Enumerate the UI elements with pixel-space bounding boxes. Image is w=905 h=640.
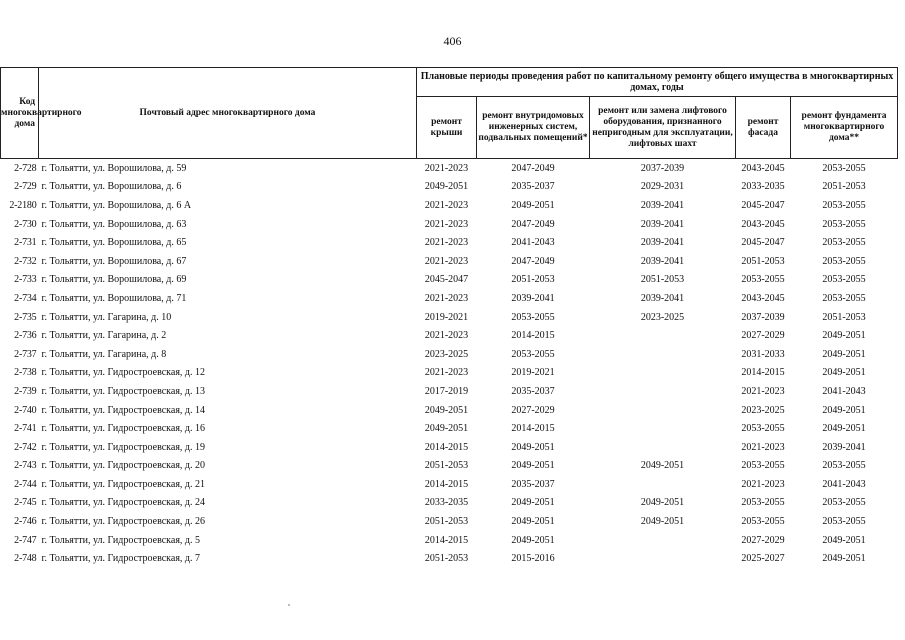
- cell-foundation: 2049-2051: [822, 534, 866, 546]
- cell-lift: 2051-2053: [640, 274, 685, 286]
- cell-facade: 2033-2035: [741, 181, 785, 193]
- cell-code: 2-736: [14, 330, 37, 342]
- cell-foundation: 2053-2055: [822, 497, 866, 509]
- cell-systems: 2027-2029: [511, 404, 555, 416]
- cell-facade: 2027-2029: [741, 330, 785, 342]
- cell-systems: 2049-2051: [511, 460, 555, 472]
- table-row: [1, 178, 898, 197]
- cell-code: 2-732: [14, 255, 37, 267]
- cell-foundation: 2053-2055: [822, 255, 866, 267]
- cell-systems: 2014-2015: [511, 330, 555, 342]
- cell-code: 2-745: [14, 497, 37, 509]
- table-row: [1, 401, 898, 420]
- cell-facade: 2014-2015: [741, 367, 785, 379]
- header-lift: ремонт или замена лифтового оборудования, признанного непригодным для эксплуатации, лифтовых шахт: [590, 97, 736, 159]
- cell-facade: 2043-2045: [741, 292, 785, 304]
- cell-foundation: 2049-2051: [822, 367, 866, 379]
- cell-address: г. Тольятти, ул. Ворошилова, д. 71: [41, 292, 187, 304]
- cell-lift: [590, 438, 736, 457]
- cell-address: г. Тольятти, ул. Ворошилова, д. 65: [41, 237, 187, 249]
- cell-lift: 2037-2039: [640, 162, 685, 174]
- cell-lift: [590, 549, 736, 568]
- cell-roof: 2049-2051: [424, 423, 469, 435]
- cell-systems: 2049-2051: [511, 516, 555, 528]
- table-row: [1, 364, 898, 383]
- cell-code: 2-735: [14, 311, 37, 323]
- cell-roof: 2033-2035: [424, 497, 469, 509]
- cell-roof: 2049-2051: [424, 404, 469, 416]
- cell-facade: 2023-2025: [741, 404, 785, 416]
- table-row: [1, 438, 898, 457]
- cell-systems: 2053-2055: [511, 348, 555, 360]
- cell-code: 2-744: [14, 478, 37, 490]
- cell-roof: 2045-2047: [424, 274, 469, 286]
- cell-lift: 2049-2051: [640, 516, 685, 528]
- cell-address: г. Тольятти, ул. Гагарина, д. 2: [41, 330, 167, 342]
- table-row: [1, 289, 898, 308]
- cell-code: 2-739: [14, 385, 37, 397]
- cell-foundation: 2049-2051: [822, 348, 866, 360]
- cell-roof: 2023-2025: [424, 348, 469, 360]
- cell-roof: 2021-2023: [424, 255, 469, 267]
- cell-lift: [590, 364, 736, 383]
- cell-foundation: 2053-2055: [822, 274, 866, 286]
- cell-lift: [590, 326, 736, 345]
- table-row: [1, 233, 898, 252]
- header-facade: ремонт фасада: [736, 97, 791, 159]
- cell-facade: 2025-2027: [741, 553, 785, 565]
- scan-speck: [288, 604, 290, 606]
- cell-facade: 2045-2047: [741, 199, 785, 211]
- cell-foundation: 2049-2051: [822, 404, 866, 416]
- cell-systems: 2053-2055: [511, 311, 555, 323]
- cell-facade: 2031-2033: [741, 348, 785, 360]
- cell-roof: 2014-2015: [424, 534, 469, 546]
- table-row: [1, 475, 898, 494]
- cell-address: г. Тольятти, ул. Гидростроевская, д. 16: [41, 423, 206, 435]
- cell-facade: 2053-2055: [741, 516, 785, 528]
- table-row: [1, 382, 898, 401]
- cell-foundation: 2053-2055: [822, 516, 866, 528]
- cell-facade: 2051-2053: [741, 255, 785, 267]
- repair-schedule-table: [0, 67, 898, 568]
- cell-address: г. Тольятти, ул. Гидростроевская, д. 20: [41, 460, 206, 472]
- cell-lift: 2049-2051: [640, 460, 685, 472]
- cell-lift: [590, 401, 736, 420]
- cell-facade: 2043-2045: [741, 162, 785, 174]
- cell-code: 2-747: [14, 534, 37, 546]
- cell-foundation: 2053-2055: [822, 292, 866, 304]
- cell-code: 2-742: [14, 441, 37, 453]
- table-row: [1, 419, 898, 438]
- cell-facade: 2021-2023: [741, 385, 785, 397]
- cell-code: 2-738: [14, 367, 37, 379]
- cell-systems: 2047-2049: [511, 162, 555, 174]
- cell-lift: 2039-2041: [640, 237, 685, 249]
- header-group: Плановые периоды проведения работ по капитальному ремонту общего имущества в многоквартирных домах, годы: [417, 68, 898, 97]
- cell-lift: [590, 475, 736, 494]
- cell-code: 2-737: [14, 348, 37, 360]
- cell-address: г. Тольятти, ул. Ворошилова, д. 6: [41, 181, 182, 193]
- cell-systems: 2047-2049: [511, 218, 555, 230]
- cell-facade: 2053-2055: [741, 423, 785, 435]
- cell-systems: 2051-2053: [511, 274, 555, 286]
- cell-systems: 2047-2049: [511, 255, 555, 267]
- table-row: [1, 252, 898, 271]
- cell-roof: 2017-2019: [424, 385, 469, 397]
- cell-code: 2-730: [14, 218, 37, 230]
- table-body: [1, 159, 898, 569]
- cell-systems: 2049-2051: [511, 534, 555, 546]
- cell-lift: 2049-2051: [640, 497, 685, 509]
- header-code: Код многоквартирного дома: [1, 68, 39, 159]
- cell-systems: 2014-2015: [511, 423, 555, 435]
- cell-address: г. Тольятти, ул. Гидростроевская, д. 5: [41, 534, 201, 546]
- cell-lift: [590, 419, 736, 438]
- header-foundation: ремонт фундамента многоквартирного дома**: [791, 97, 898, 159]
- cell-foundation: 2041-2043: [822, 478, 866, 490]
- cell-code: 2-731: [14, 237, 37, 249]
- table-row: [1, 345, 898, 364]
- cell-roof: 2051-2053: [424, 460, 469, 472]
- cell-address: г. Тольятти, ул. Гидростроевская, д. 24: [41, 497, 206, 509]
- table-header: [1, 68, 898, 159]
- cell-systems: 2039-2041: [511, 292, 555, 304]
- cell-systems: 2035-2037: [511, 478, 555, 490]
- cell-systems: 2049-2051: [511, 441, 555, 453]
- cell-code: 2-743: [14, 460, 37, 472]
- cell-roof: 2021-2023: [424, 330, 469, 342]
- cell-foundation: 2039-2041: [822, 441, 866, 453]
- table-row: [1, 308, 898, 327]
- cell-foundation: 2049-2051: [822, 423, 866, 435]
- cell-address: г. Тольятти, ул. Ворошилова, д. 6 А: [41, 199, 192, 211]
- cell-facade: 2053-2055: [741, 274, 785, 286]
- cell-foundation: 2049-2051: [822, 330, 866, 342]
- cell-address: г. Тольятти, ул. Гидростроевская, д. 14: [41, 404, 206, 416]
- table-row: [1, 196, 898, 215]
- cell-code: 2-728: [14, 162, 37, 174]
- table-row: [1, 326, 898, 345]
- cell-address: г. Тольятти, ул. Ворошилова, д. 63: [41, 218, 187, 230]
- cell-lift: 2029-2031: [640, 181, 685, 193]
- cell-foundation: 2051-2053: [822, 311, 866, 323]
- cell-systems: 2049-2051: [511, 497, 555, 509]
- cell-code: 2-740: [14, 404, 37, 416]
- cell-roof: 2021-2023: [424, 218, 469, 230]
- table-row: [1, 512, 898, 531]
- cell-foundation: 2053-2055: [822, 237, 866, 249]
- cell-code: 2-741: [14, 423, 37, 435]
- cell-foundation: 2049-2051: [822, 553, 866, 565]
- cell-systems: 2035-2037: [511, 385, 555, 397]
- cell-address: г. Тольятти, ул. Гагарина, д. 8: [41, 348, 167, 360]
- table-row: [1, 215, 898, 234]
- header-address: Почтовый адрес многоквартирного дома: [39, 68, 417, 159]
- table-row: [1, 549, 898, 568]
- table-row: [1, 494, 898, 513]
- cell-lift: [590, 345, 736, 364]
- cell-roof: 2014-2015: [424, 478, 469, 490]
- cell-lift: [590, 531, 736, 550]
- cell-lift: 2039-2041: [640, 218, 685, 230]
- table-row: [1, 531, 898, 550]
- cell-roof: 2021-2023: [424, 367, 469, 379]
- cell-foundation: 2051-2053: [822, 181, 866, 193]
- cell-facade: 2043-2045: [741, 218, 785, 230]
- cell-lift: [590, 382, 736, 401]
- cell-roof: 2021-2023: [424, 292, 469, 304]
- cell-code: 2-733: [14, 274, 37, 286]
- cell-foundation: 2053-2055: [822, 460, 866, 472]
- cell-facade: 2021-2023: [741, 478, 785, 490]
- cell-code: 2-746: [14, 516, 37, 528]
- cell-systems: 2019-2021: [511, 367, 555, 379]
- cell-address: г. Тольятти, ул. Гидростроевская, д. 13: [41, 385, 206, 397]
- cell-roof: 2021-2023: [424, 199, 469, 211]
- table-row: [1, 271, 898, 290]
- cell-roof: 2051-2053: [424, 516, 469, 528]
- cell-roof: 2021-2023: [424, 237, 469, 249]
- header-roof: ремонт крыши: [417, 97, 477, 159]
- cell-roof: 2014-2015: [424, 441, 469, 453]
- header-systems: ремонт внутридомовых инженерных систем, подвальных помещений*: [477, 97, 590, 159]
- cell-address: г. Тольятти, ул. Гидростроевская, д. 12: [41, 367, 206, 379]
- cell-foundation: 2053-2055: [822, 218, 866, 230]
- cell-facade: 2021-2023: [741, 441, 785, 453]
- cell-roof: 2049-2051: [424, 181, 469, 193]
- cell-foundation: 2053-2055: [822, 162, 866, 174]
- cell-address: г. Тольятти, ул. Гидростроевская, д. 26: [41, 516, 206, 528]
- cell-address: г. Тольятти, ул. Ворошилова, д. 59: [41, 162, 187, 174]
- cell-address: г. Тольятти, ул. Гидростроевская, д. 21: [41, 478, 206, 490]
- page-number: 406: [443, 34, 462, 48]
- cell-address: г. Тольятти, ул. Ворошилова, д. 67: [41, 255, 187, 267]
- cell-code: 2-734: [14, 292, 37, 304]
- cell-foundation: 2053-2055: [822, 199, 866, 211]
- cell-code: 2-748: [14, 553, 37, 565]
- cell-address: г. Тольятти, ул. Гидростроевская, д. 7: [41, 553, 201, 565]
- cell-code: 2-2180: [9, 199, 37, 211]
- cell-roof: 2019-2021: [424, 311, 469, 323]
- cell-systems: 2015-2016: [511, 553, 555, 565]
- table-row: [1, 159, 898, 178]
- cell-facade: 2053-2055: [741, 460, 785, 472]
- cell-address: г. Тольятти, ул. Гагарина, д. 10: [41, 311, 172, 323]
- cell-facade: 2045-2047: [741, 237, 785, 249]
- cell-foundation: 2041-2043: [822, 385, 866, 397]
- cell-lift: 2039-2041: [640, 199, 685, 211]
- cell-address: г. Тольятти, ул. Ворошилова, д. 69: [41, 274, 187, 286]
- cell-code: 2-729: [14, 181, 37, 193]
- cell-roof: 2051-2053: [424, 553, 469, 565]
- cell-lift: 2023-2025: [640, 311, 685, 323]
- cell-roof: 2021-2023: [424, 162, 469, 174]
- cell-facade: 2037-2039: [741, 311, 785, 323]
- cell-systems: 2049-2051: [511, 199, 555, 211]
- cell-systems: 2035-2037: [511, 181, 555, 193]
- cell-facade: 2027-2029: [741, 534, 785, 546]
- cell-lift: 2039-2041: [640, 255, 685, 267]
- cell-lift: 2039-2041: [640, 292, 685, 304]
- cell-facade: 2053-2055: [741, 497, 785, 509]
- cell-systems: 2041-2043: [511, 237, 555, 249]
- table-row: [1, 457, 898, 476]
- cell-address: г. Тольятти, ул. Гидростроевская, д. 19: [41, 441, 206, 453]
